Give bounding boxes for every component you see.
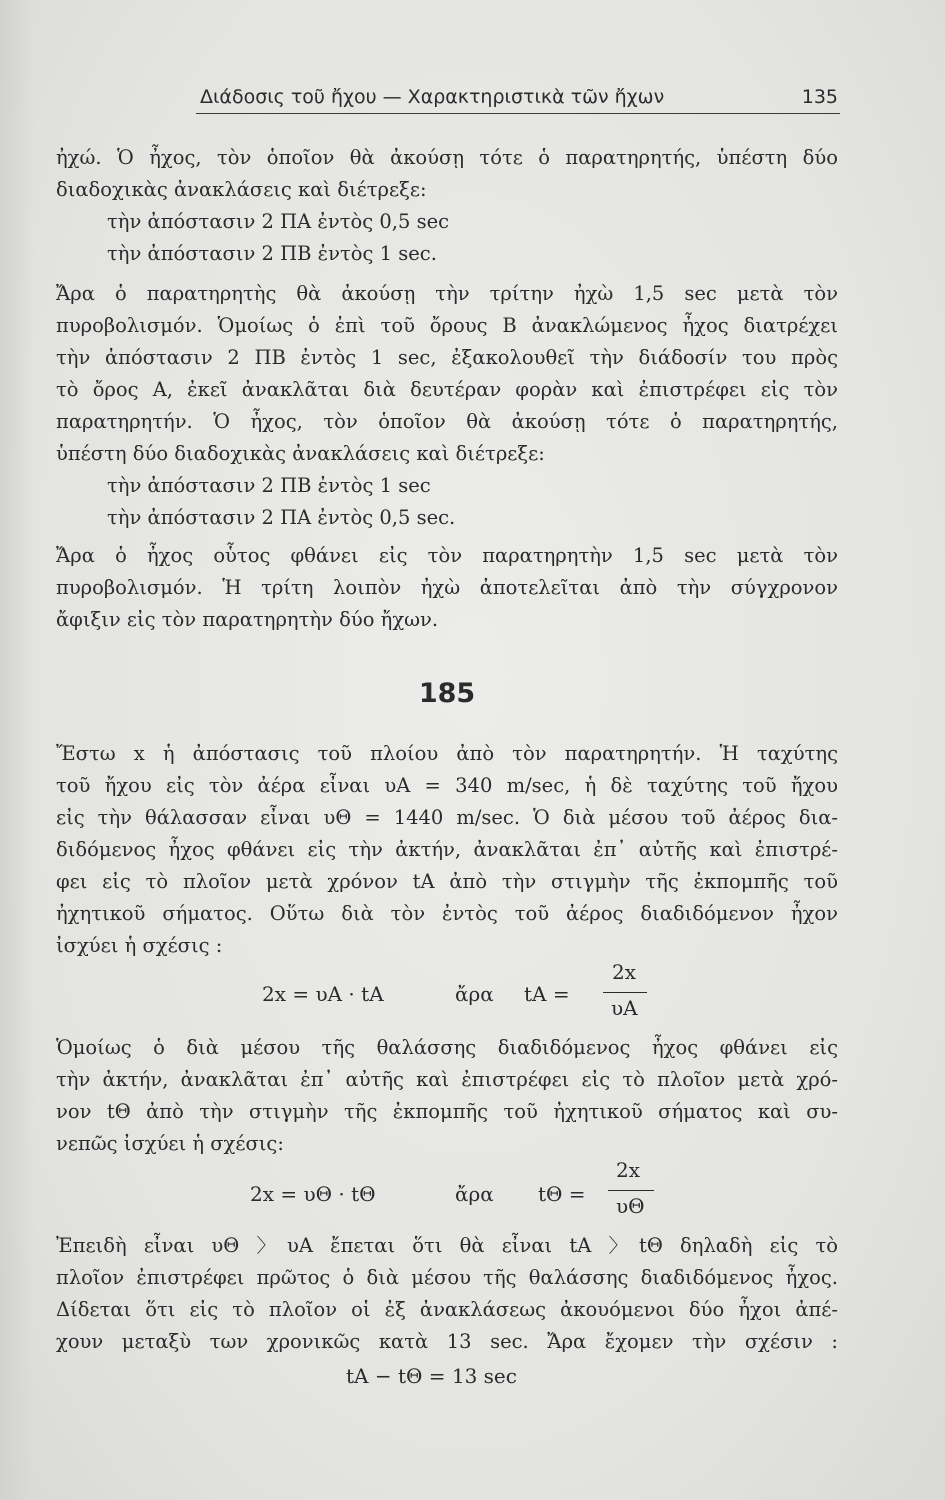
- text-line: ἄφιξιν εἰς τὸν παρατηρητὴν δύο ἤχων.: [56, 608, 439, 631]
- text-line: χουν μεταξὺ των χρονικῶς κατὰ 13 sec. Ἄρα ἔχομεν τὴν σχέσιν :: [56, 1330, 838, 1353]
- text-line: Ἄρα ὁ παρατηρητὴς θὰ ἀκούσῃ τὴν τρίτην ἠχὼ 1,5 sec μετὰ τὸν: [56, 282, 838, 305]
- text-line: τὸ ὄρος Α, ἐκεῖ ἀνακλᾶται διὰ δευτέραν φορὰν καὶ ἐπιστρέφει εἰς τὸν: [56, 378, 838, 401]
- text-line: ἰσχύει ἡ σχέσις :: [56, 934, 223, 957]
- text-line: ἠχώ. Ὁ ἦχος, τὸν ὁποῖον θὰ ἀκούσῃ τότε ὁ παρατηρητής, ὑπέστη δύο: [56, 146, 838, 169]
- equation-word: ἄρα: [455, 1182, 494, 1206]
- fraction-numerator: 2x: [612, 960, 637, 984]
- text-line: Ἐπειδὴ εἶναι υΘ 〉υΑ ἔπεται ὅτι θὰ εἶναι tΑ 〉tΘ δηλαδὴ εἰς τὸ: [56, 1234, 838, 1257]
- fraction-denominator: υΘ: [616, 1194, 645, 1218]
- text-line: ἠχητικοῦ σήματος. Οὕτω διὰ τὸν ἐντὸς τοῦ ἀέρος διαδιδόμενον ἦχον: [56, 902, 838, 925]
- page-edge-shadow: [0, 0, 34, 1500]
- fraction-bar: [603, 992, 647, 993]
- text-line: παρατηρητήν. Ὁ ἦχος, τὸν ὁποῖον θὰ ἀκούσῃ τότε ὁ παρατηρητής,: [56, 410, 838, 433]
- text-line: τὴν ἀκτήν, ἀνακλᾶται ἐπ᾿ αὐτῆς καὶ ἐπιστρέφει εἰς τὸ πλοῖον μετὰ χρό-: [56, 1068, 838, 1091]
- fraction-denominator: υΑ: [611, 996, 638, 1020]
- equation-lhs: 2x = υΘ · tΘ: [250, 1182, 376, 1206]
- text-line: διδόμενος ἦχος φθάνει εἰς τὴν ἀκτήν, ἀνακλᾶται ἐπ᾿ αὐτῆς καὶ ἐπιστρέ-: [56, 838, 838, 861]
- equation-var: tΘ =: [538, 1182, 586, 1206]
- text-line: φει εἰς τὸ πλοῖον μετὰ χρόνον tΑ ἀπὸ τὴν στιγμὴν τῆς ἐκπομπῆς τοῦ: [56, 870, 838, 893]
- text-line: πλοῖον ἐπιστρέφει πρῶτος ὁ διὰ μέσου τῆς θαλάσσης διαδιδόμενος ἦχος.: [56, 1266, 838, 1289]
- text-line: διαδοχικὰς ἀνακλάσεις καὶ διέτρεξε:: [56, 178, 427, 201]
- text-line: τὴν ἀπόστασιν 2 ΠΑ ἐντὸς 0,5 sec.: [107, 506, 456, 529]
- header-rule: [196, 113, 840, 114]
- text-line: Δίδεται ὅτι εἰς τὸ πλοῖον οἱ ἐξ ἀνακλάσεως ἀκουόμενοι δύο ἦχοι ἀπέ-: [56, 1298, 838, 1321]
- running-header: [200, 86, 840, 116]
- text-line: πυροβολισμόν. Ἡ τρίτη λοιπὸν ἠχὼ ἀποτελεῖται ἀπὸ τὴν σύγχρονον: [56, 576, 838, 599]
- text-line: τοῦ ἤχου εἰς τὸν ἀέρα εἶναι υΑ = 340 m/sec, ἡ δὲ ταχύτης τοῦ ἤχου: [56, 774, 838, 797]
- fraction-bar: [608, 1190, 654, 1191]
- equation-3: tΑ − tΘ = 13 sec: [346, 1364, 517, 1388]
- page-number: 135: [801, 86, 838, 108]
- text-line: ὑπέστη δύο διαδοχικὰς ἀνακλάσεις καὶ διέτρεξε:: [56, 442, 545, 465]
- text-line: νον tΘ ἀπὸ τὴν στιγμὴν τῆς ἐκπομπῆς τοῦ ἠχητικοῦ σήματος καὶ συ-: [56, 1100, 838, 1123]
- text-line: τὴν ἀπόστασιν 2 ΠΒ ἐντὸς 1 sec: [107, 474, 431, 497]
- text-line: τὴν ἀπόστασιν 2 ΠΒ ἐντὸς 1 sec, ἐξακολουθεῖ τὴν διάδοσίν του πρὸς: [56, 346, 838, 369]
- text-line: τὴν ἀπόστασιν 2 ΠΒ ἐντὸς 1 sec.: [107, 242, 437, 265]
- text-line: τὴν ἀπόστασιν 2 ΠΑ ἐντὸς 0,5 sec: [107, 210, 450, 233]
- running-title: Διάδοσις τοῦ ἤχου — Χαρακτηριστικὰ τῶν ἤχων: [200, 86, 665, 108]
- text-line: Ὁμοίως ὁ διὰ μέσου τῆς θαλάσσης διαδιδόμενος ἦχος φθάνει εἰς: [56, 1036, 838, 1059]
- equation-lhs: 2x = υΑ · tΑ: [262, 982, 384, 1006]
- equation-word: ἄρα: [455, 982, 494, 1006]
- text-line: πυροβολισμόν. Ὁμοίως ὁ ἐπὶ τοῦ ὄρους Β ἀνακλώμενος ἦχος διατρέχει: [56, 314, 838, 337]
- text-line: Ἔστω x ἡ ἀπόστασις τοῦ πλοίου ἀπὸ τὸν παρατηρητήν. Ἡ ταχύτης: [56, 742, 838, 765]
- fraction-numerator: 2x: [616, 1158, 641, 1182]
- equation-var: tΑ =: [524, 982, 570, 1006]
- text-line: Ἄρα ὁ ἦχος οὗτος φθάνει εἰς τὸν παρατηρητὴν 1,5 sec μετὰ τὸν: [56, 544, 838, 567]
- text-line: νεπῶς ἰσχύει ἡ σχέσις:: [56, 1132, 284, 1155]
- text-line: εἰς τὴν θάλασσαν εἶναι υΘ = 1440 m/sec. Ὁ διὰ μέσου τοῦ ἀέρος δια-: [56, 806, 838, 829]
- section-number: 185: [418, 678, 476, 709]
